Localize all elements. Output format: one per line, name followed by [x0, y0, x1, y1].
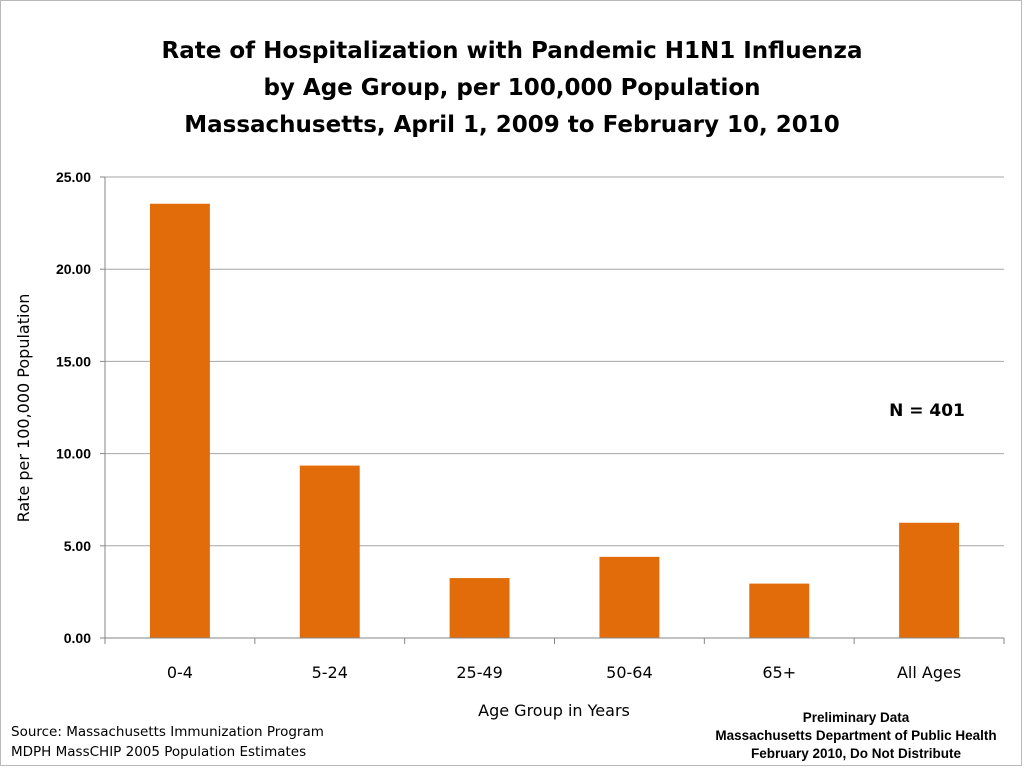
chart-title-line-2: by Age Group, per 100,000 Population	[263, 75, 761, 101]
y-tick-label: 10.00	[55, 445, 91, 462]
y-tick-label: 25.00	[55, 169, 91, 185]
y-tick-label: 15.00	[55, 353, 91, 370]
bar	[749, 584, 809, 638]
x-tick-label: 0-4	[166, 663, 193, 682]
note-line-2: Massachusetts Department of Public Health	[715, 728, 997, 743]
y-axis-title: Rate per 100,000 Population	[14, 293, 33, 523]
gridlines	[105, 177, 1004, 546]
source-line-2: MDPH MassCHIP 2005 Population Estimates	[11, 744, 307, 760]
x-tick-label: 50-64	[606, 663, 653, 682]
note-line-3: February 2010, Do Not Distribute	[750, 746, 962, 761]
preliminary-note	[690, 709, 1022, 763]
bar	[450, 578, 510, 638]
y-axis	[56, 169, 105, 646]
bar	[899, 523, 959, 638]
x-tick-label: 5-24	[311, 663, 348, 682]
bar	[599, 557, 659, 638]
chart-title-line-1: Rate of Hospitalization with Pandemic H1N1 Influenza	[161, 38, 863, 64]
x-axis-title: Age Group in Years	[478, 701, 630, 720]
x-tick-label: All Ages	[896, 663, 962, 682]
bar	[300, 466, 360, 638]
y-tick-label: 5.00	[63, 537, 91, 554]
note-line-1: Preliminary Data	[802, 710, 910, 725]
x-tick-label: 65+	[762, 663, 797, 682]
bar	[150, 204, 210, 638]
x-axis	[105, 638, 1004, 682]
y-tick-label: 0.00	[63, 630, 91, 646]
source-note	[11, 722, 324, 762]
n-annotation: N = 401	[889, 401, 965, 421]
source-line-1: Source: Massachusetts Immunization Program	[11, 724, 324, 740]
y-tick-label: 20.00	[55, 261, 91, 278]
x-tick-label: 25-49	[456, 663, 503, 682]
chart-title-line-3: Massachusetts, April 1, 2009 to February 10, 2010	[184, 112, 840, 138]
